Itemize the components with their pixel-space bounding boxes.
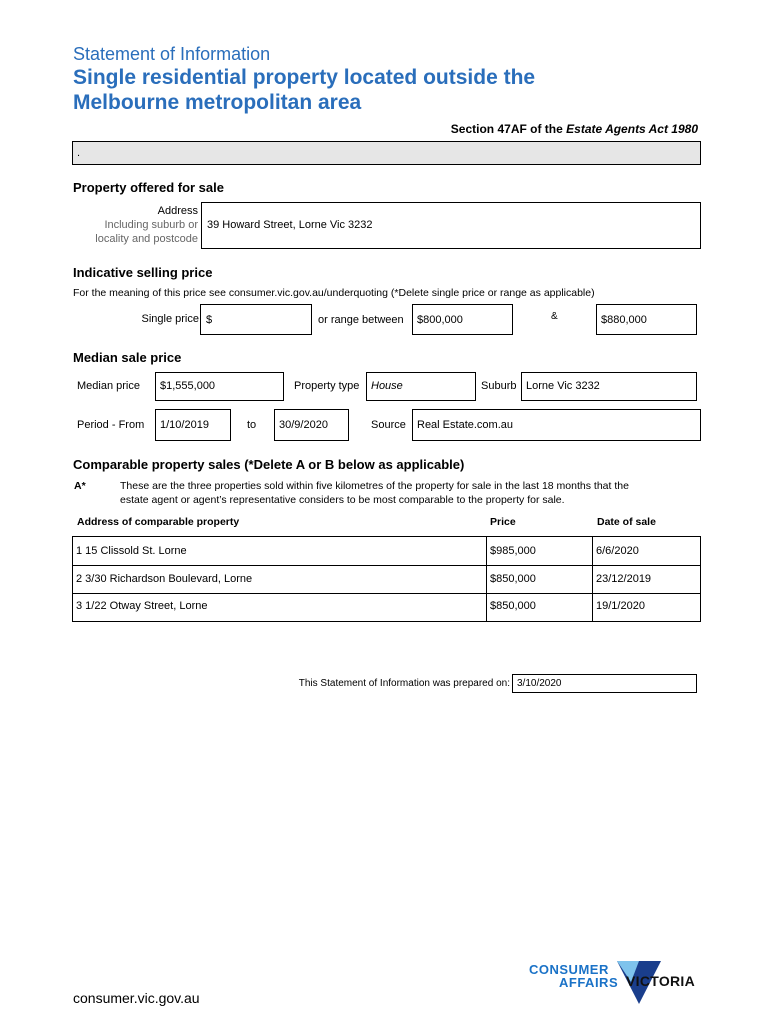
kicker: Statement of Information [73, 44, 271, 64]
indicative-heading: Indicative selling price [73, 265, 213, 280]
median-price-label: Median price [77, 380, 140, 392]
single-price-value: $ [206, 314, 213, 326]
notice-field[interactable] [72, 141, 701, 165]
row-date[interactable]: 23/12/2019 [596, 573, 652, 585]
indicative-note: For the meaning of this price see consumer.vic.gov.au/underquoting (*Delete single price or range as applicable) [73, 287, 595, 299]
range-high-field[interactable] [596, 304, 697, 335]
property-heading: Property offered for sale [73, 180, 224, 195]
table-row [73, 566, 700, 593]
row-address[interactable]: 3 1/22 Otway Street, Lorne [76, 600, 208, 612]
suburb-field[interactable] [521, 372, 697, 401]
option-marker: A* [74, 480, 86, 492]
prepared-date-field[interactable] [512, 674, 697, 693]
comparable-heading: Comparable property sales (*Delete A or B below as applicable) [73, 457, 465, 472]
address-label-postcode: locality and postcode [95, 233, 198, 245]
logo-consumer: CONSUMER [529, 962, 609, 977]
property-type-field[interactable] [366, 372, 476, 401]
prepared-date-value: 3/10/2020 [517, 678, 562, 689]
section-reference [451, 122, 698, 136]
address-label-suburb: Including suburb or [104, 219, 198, 231]
source-field[interactable] [412, 409, 701, 441]
single-price-field[interactable] [200, 304, 312, 335]
row-address[interactable]: 1 15 Clissold St. Lorne [76, 545, 187, 557]
range-ampersand: & [551, 311, 558, 322]
property-type-label: Property type [294, 380, 360, 392]
section-prefix: Section 47AF of the [450, 122, 567, 136]
footer-url[interactable]: consumer.vic.gov.au [73, 990, 200, 1006]
row-address[interactable]: 2 3/30 Richardson Boulevard, Lorne [76, 573, 253, 585]
suburb-label: Suburb [481, 380, 517, 392]
consumer-affairs-logo [527, 960, 703, 1008]
period-from-field[interactable] [155, 409, 231, 441]
property-type-value: House [371, 380, 403, 392]
row-date[interactable]: 6/6/2020 [596, 545, 639, 557]
row-price[interactable]: $850,000 [490, 573, 536, 585]
range-label: or range between [318, 314, 404, 326]
range-low-value: $800,000 [417, 314, 463, 326]
prepared-label: This Statement of Information was prepared on: [298, 678, 510, 689]
period-to-label: to [247, 419, 257, 431]
row-price[interactable]: $985,000 [490, 545, 536, 557]
range-low-field[interactable] [412, 304, 513, 335]
act-name: Estate Agents Act 1980 [566, 122, 698, 136]
col-address-header: Address of comparable property [77, 516, 240, 528]
suburb-value: Lorne Vic 3232 [526, 380, 600, 392]
page-title-line2: Melbourne metropolitan area [73, 91, 362, 114]
table-row [73, 537, 700, 565]
period-from-value: 1/10/2019 [160, 419, 209, 431]
address-field[interactable] [201, 202, 701, 249]
median-price-field[interactable] [155, 372, 284, 401]
source-value: Real Estate.com.au [417, 419, 513, 431]
period-to-value: 30/9/2020 [279, 419, 328, 431]
address-value: 39 Howard Street, Lorne Vic 3232 [207, 219, 373, 231]
logo-victoria: VICTORIA [626, 973, 696, 989]
comparable-description-line1: These are the three properties sold within five kilometres of the property for sale in the last 18 months that the [120, 480, 629, 492]
table-row [73, 594, 700, 621]
comparable-table [72, 536, 701, 622]
page-title-line1: Single residential property located outside the [73, 66, 536, 89]
range-high-value: $880,000 [601, 314, 647, 326]
logo-affairs: AFFAIRS [559, 975, 619, 990]
col-date-header: Date of sale [597, 516, 656, 528]
row-price[interactable]: $850,000 [490, 600, 536, 612]
period-label: Period - From [77, 419, 145, 431]
period-to-field[interactable] [274, 409, 349, 441]
median-heading: Median sale price [73, 350, 182, 365]
notice-field-value: . [77, 147, 81, 159]
source-label: Source [371, 419, 406, 431]
median-price-value: $1,555,000 [160, 380, 216, 392]
row-date[interactable]: 19/1/2020 [596, 600, 645, 612]
single-price-label: Single price [141, 313, 199, 325]
col-price-header: Price [490, 516, 516, 528]
comparable-description-line2: estate agent or agent’s representative considers to be most comparable to the property for sale. [120, 494, 565, 506]
address-label: Address [157, 205, 198, 217]
